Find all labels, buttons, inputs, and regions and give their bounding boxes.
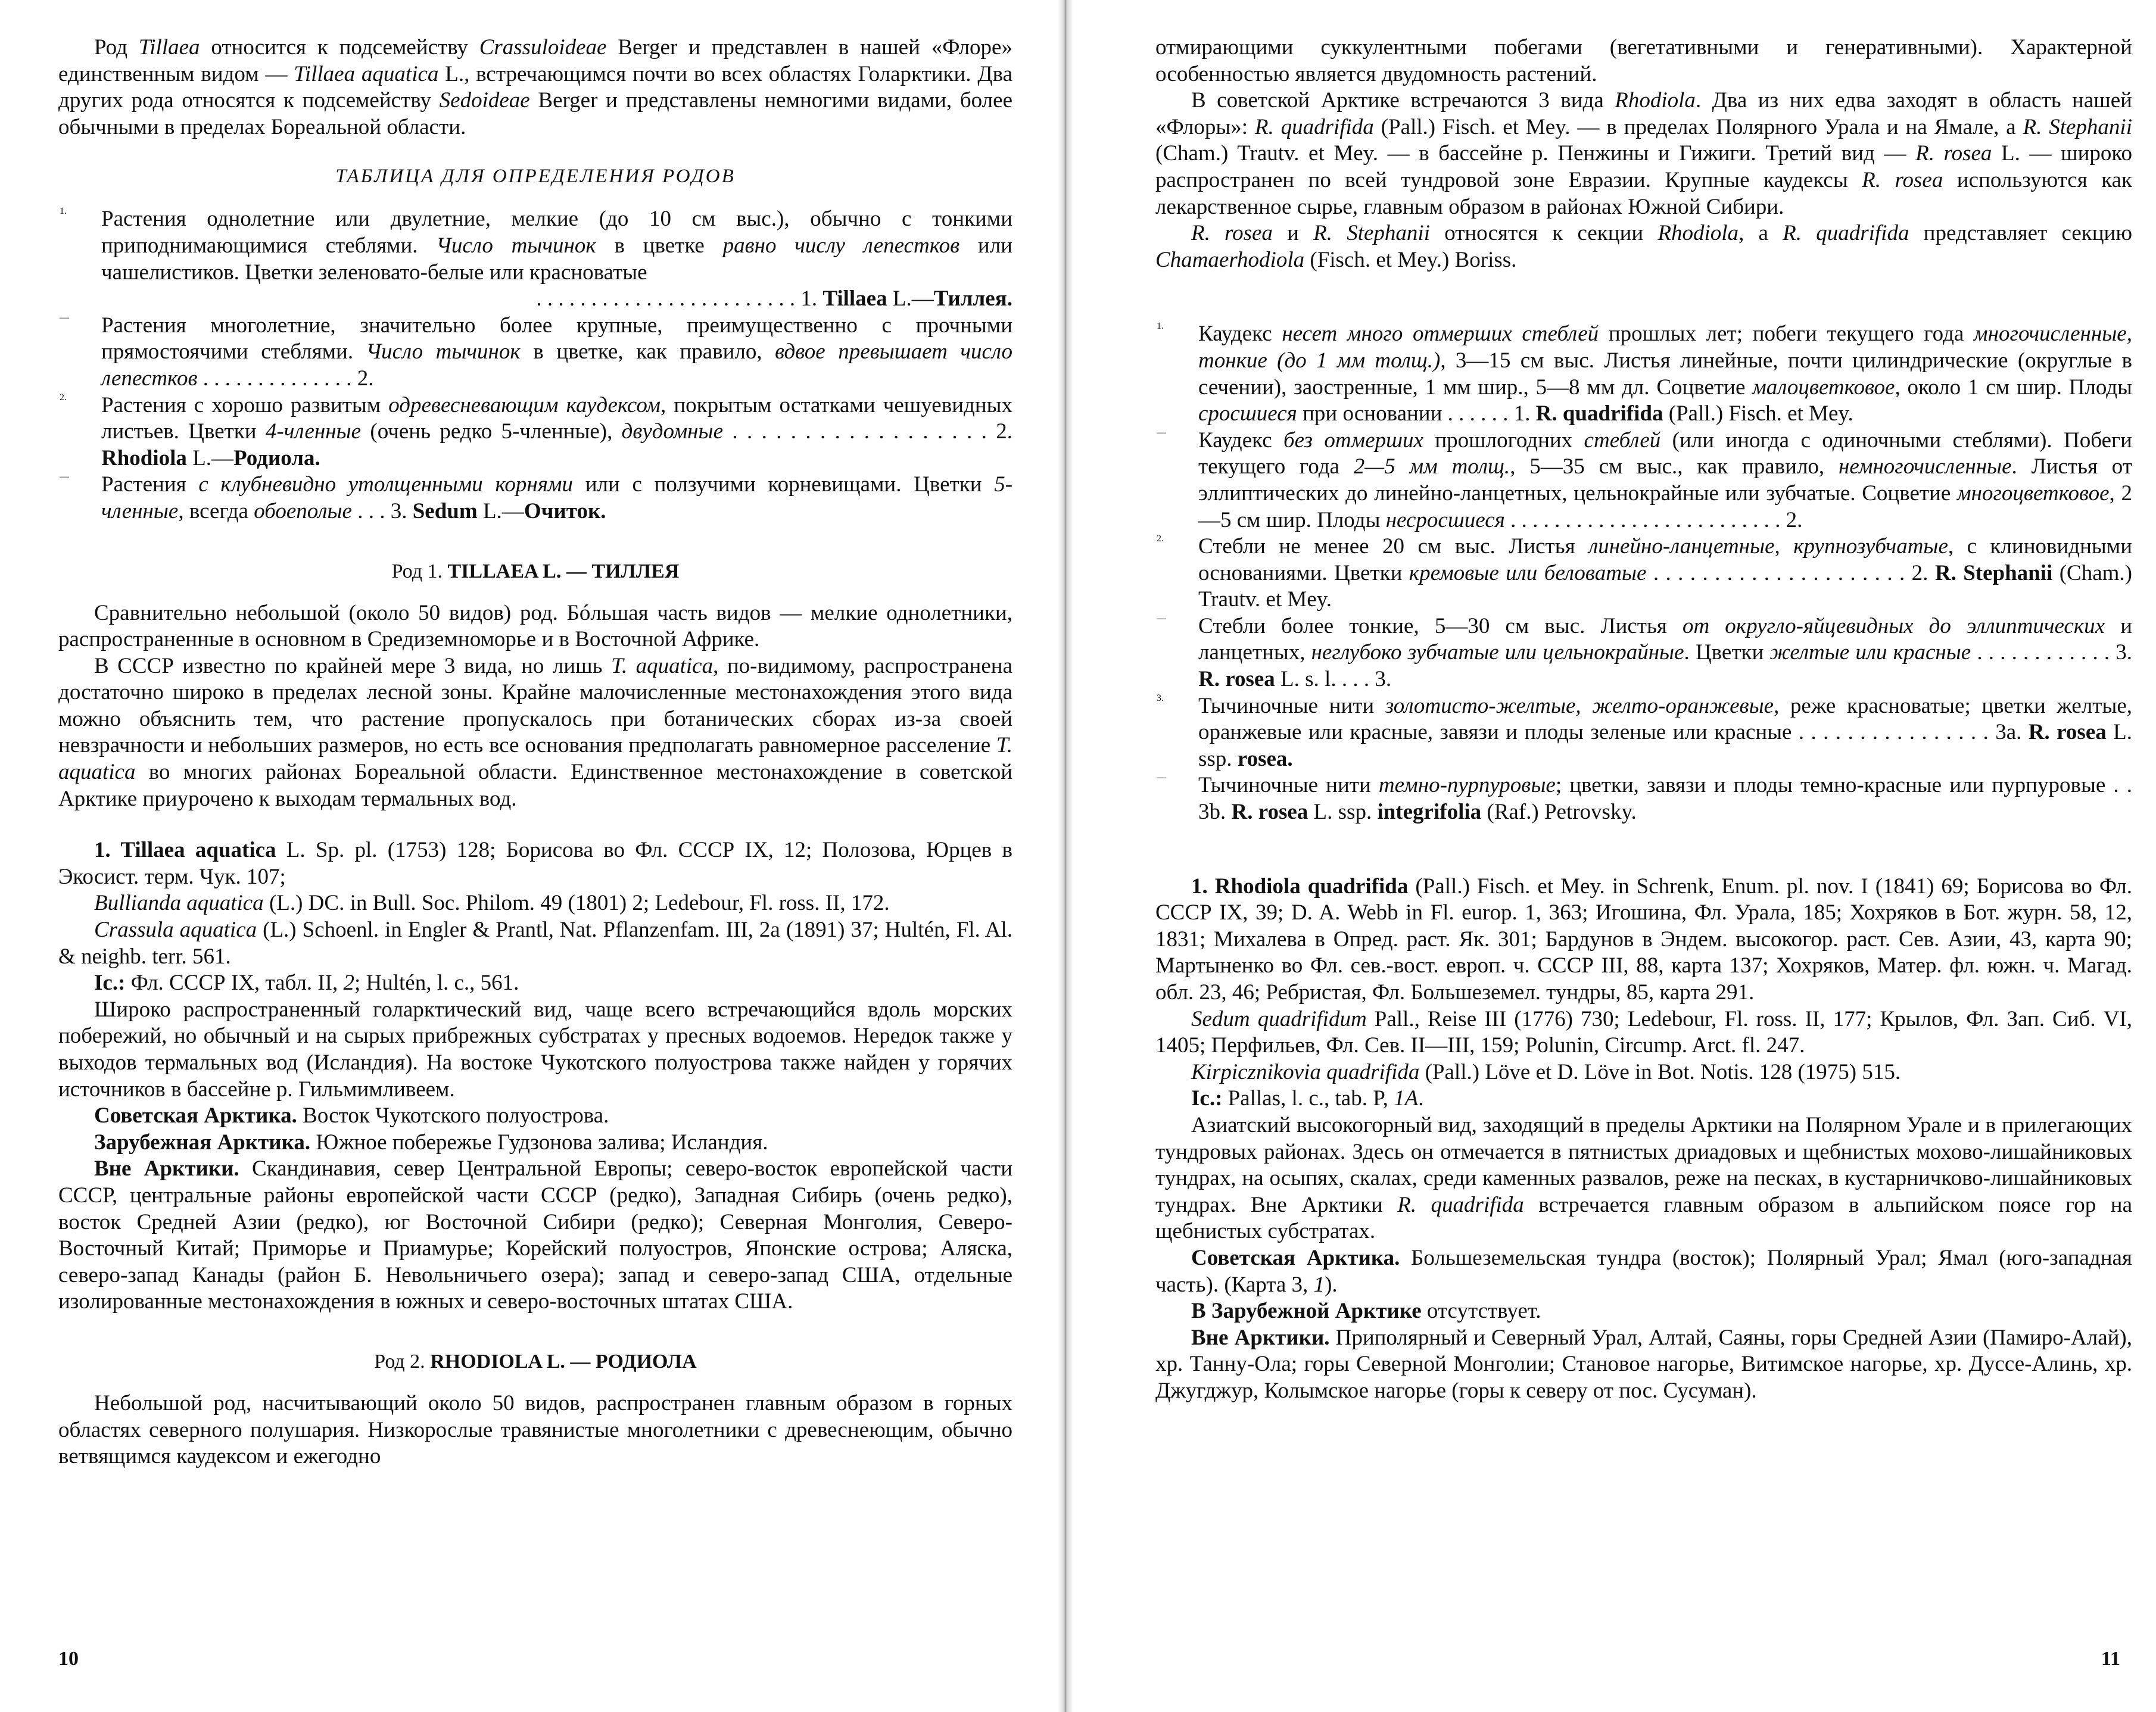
genus-paragraph: Сравнительно небольшой (около 50 видов) род. Бóльшая часть видов — мелкие однолетники, распространенные в основном в Средиземноморье и в Восточной Африке.: [58, 600, 1012, 652]
page-number: 11: [2101, 1648, 2120, 1670]
species-paragraph: Широко распространенный голарктический вид, чаще всего встречающийся вдоль морских побережий, но обычный и на сырых прибрежных субстратах у пресных водоемов. Нередок также у выходов термальных вод (Исландия). На востоке Чукотского полуострова также найден у горячих источников в бассейне р. Гильмимливеем.: [58, 997, 1012, 1102]
genus-heading-tillaea: Род 1. TILLAEA L. — ТИЛЛЕЯ: [391, 560, 680, 582]
key-mark: —: [1157, 427, 1166, 438]
left-page: [0, 0, 1048, 1712]
genus-paragraph: Небольшой род, насчитывающий около 50 видов, распространен главным образом в горных областях северного полушария. Низкорослые травянистые многолетники с древеснеющим, обычно ветвящимся каудексом и ежегодно: [58, 1390, 1012, 1469]
key-entry: [58, 472, 1012, 525]
key-text: Каудекс несет много отмерших стеблей прошлых лет; побеги текущего года многочисленные, тонкие (до 1 мм толщ.), 3—15 см выс. Листья линейные, почти цилиндрические (округлые в сечении), заостренные, 1 мм шир., 5—8 мм дл. Соцветие малоцветковое, около 1 см шир. Плоды сросшиеся при основании . . . . . . 1. R. quadrifida (Pall.) Fisch. et Mey.: [1198, 322, 2132, 426]
key-text: Каудекс без отмерших прошлогодних стеблей (или иногда с одиночными стеблями). Побеги текущего года 2—5 мм толщ., 5—35 см выс., как правило, немногочисленные. Листья от эллиптических до линейно-ланцетных, цельнокрайные или зубчатые. Соцветие многоцветковое, 2—5 см шир. Плоды несросшиеся . . . . . . . . . . . . . . . . . . . . . . . . . 2.: [1198, 428, 2132, 532]
species-paragraph: Вне Арктики. Скандинавия, север Центральной Европы; северо-восток европейской части СССР, центральные районы европейской части СССР (редко), Западная Сибирь (очень редко), восток Средней Азии (редко), юг Восточной Сибири (редко); Северная Монголия, Северо-Восточный Китай; Приморье и Приамурье; Корейский полуостров, Японские острова; Аляска, северо-запад Канады (район Б. Невольничьего озера); запад и северо-запад США, отдельные изолированные местонахождения в южных и северо-восточных штатах США.: [58, 1156, 1012, 1314]
key-mark: 2.: [60, 392, 67, 403]
key-entry: [58, 313, 1012, 392]
key-mark: 1.: [1157, 321, 1164, 332]
key-mark: 3.: [1157, 693, 1164, 703]
key-text: Растения многолетние, значительно более крупные, преимущественно с прочными прямостоячими стеблями. Число тычинок в цветке, как правило, вдвое превышает число лепестков . . . . . . . . . . . . . . 2.: [101, 313, 1013, 391]
species-paragraph: Зарубежная Арктика. Южное побережье Гудзонова залива; Исландия.: [94, 1130, 768, 1155]
key-mark: 1.: [60, 206, 67, 217]
key-entry: [58, 206, 1012, 312]
genus-key: [58, 206, 1012, 525]
key-entry: [1155, 772, 2132, 825]
genus-paragraph: В советской Арктике встречаются 3 вида Rhodiola. Два из них едва заходят в область нашей «Флоры»: R. quadrifida (Pall.) Fisch. et Mey. — в пределах Полярного Урала и на Ямале, а R. Stephanii (Cham.) Trautv. et Mey. — в бассейне р. Пенжины и Гижиги. Третий вид — R. rosea L. — широко распространен по всей тундровой зоне Евразии. Крупные каудексы R. rosea используются как лекарственное сырье, главным образом в районах Южной Сибири.: [1155, 88, 2133, 219]
species-paragraph: Sedum quadrifidum Pall., Reise III (1776) 730; Ledebour, Fl. ross. II, 177; Крылов, Фл. Зап. Сиб. VI, 1405; Перфильев, Фл. Сев. II—III, 159; Polunin, Circump. Arct. fl. 247.: [1155, 1006, 2132, 1058]
species-paragraph: Вне Арктики. Приполярный и Северный Урал, Алтай, Саяны, горы Средней Азии (Памиро-Алай), хр. Танну-Ола; горы Северной Монголии; Становое нагорье, Витимское нагорье, хр. Дуссе-Алинь, хр. Джугджур, Колымское нагорье (горы к северу от пос. Сусуман).: [1155, 1325, 2132, 1403]
key-text: Стебли более тонкие, 5—30 см выс. Листья от округло-яйцевидных до эллиптических и ланцетных, неглубоко зубчатые или цельнокрайные. Цветки желтые или красные . . . . . . . . . . . . 3. R. rosea L. s. l. . . . 3.: [1198, 613, 2133, 692]
key-text: Растения с клубневидно утолщенными корнями или с ползучими корневищами. Цветки 5-членные, всегда обоеполые . . . 3. Sedum L.—Очиток.: [101, 472, 1013, 523]
key-entry: [1155, 428, 2132, 534]
key-text: Растения с хорошо развитым одревесневающим каудексом, покрытым остатками чешуевидных листьев. Цветки 4-членные (очень редко 5-членные), двудомные . . . . . . . . . . . . . . . . . . 2. Rhodiola L.—Родиола.: [101, 392, 1012, 470]
continued-paragraph: отмирающими суккулентными побегами (вегетативными и генеративными). Характерной особенностью является двудомность растений.: [1155, 35, 2132, 86]
key-entry: [1155, 321, 2132, 427]
key-entry: [1155, 534, 2132, 613]
right-page: [1078, 0, 2156, 1712]
key-text: Тычиночные нити темно-пурпуровые; цветки, завязи и плоды темно-красные или пурпуровые . . 3b. R. rosea L. ssp. integrifolia (Raf.) Petrovsky.: [1198, 773, 2132, 825]
key-mark: —: [1157, 613, 1166, 623]
key-mark: —: [60, 472, 69, 482]
key-mark: 2.: [1157, 534, 1164, 544]
genus-heading-rhodiola: Род 2. RHODIOLA L. — РОДИОЛА: [374, 1350, 697, 1373]
genus-paragraph: R. rosea и R. Stephanii относятся к секции Rhodiola, а R. quadrifida представляет секцию Chamaerhodiola (Fisch. et Mey.) Boriss.: [1155, 221, 2132, 272]
intro-paragraph: Род Tillaea относится к подсемейству Crassuloideae Berger и представлен в нашей «Флоре» единственным видом — Tillaea aquatica L., встречающимся почти во всех областях Голарктики. Два других рода относятся к подсемейству Sedoideae Berger и представлены немногими видами, более обычными в пределах Бореальной области.: [58, 35, 1013, 139]
key-entry: [1155, 613, 2132, 693]
key-entry: [1155, 693, 2132, 773]
species-paragraph: Kirpicznikovia quadrifida (Pall.) Löve et D. Löve in Bot. Notis. 128 (1975) 515.: [1191, 1059, 1901, 1084]
book-gutter: [1058, 0, 1073, 1712]
species-paragraph: Советская Арктика. Большеземельская тундра (восток); Полярный Урал; Ямал (юго-западная часть). (Карта 3, 1).: [1155, 1245, 2132, 1297]
key-mark: —: [1157, 772, 1166, 783]
key-text: Растения однолетние или двулетние, мелкие (до 10 см выс.), обычно с тонкими приподнимающимися стеблями. Число тычинок в цветке равно числу лепестков или чашелистиков. Цветки зеленовато-белые или красноватые: [101, 207, 1012, 285]
species-paragraph: Ic.: Фл. СССР IX, табл. II, 2; Hultén, l. c., 561.: [94, 971, 519, 996]
species-paragraph: 1. Tillaea aquatica L. Sp. pl. (1753) 128; Борисова во Фл. СССР IX, 12; Полозова, Юрцев в Экосист. терм. Чук. 107;: [58, 838, 1012, 889]
key-result: . . . . . . . . . . . . . . . . . . . . . . . . 1. Tillaea L.—Тиллея.: [536, 286, 1012, 311]
key-mark: —: [60, 312, 69, 323]
key-heading: ТАБЛИЦА ДЛЯ ОПРЕДЕЛЕНИЯ РОДОВ: [335, 166, 736, 188]
species-paragraph: Bullianda aquatica (L.) DC. in Bull. Soc. Philom. 49 (1801) 2; Ledebour, Fl. ross. II, 172.: [94, 891, 890, 916]
species-paragraph: Советская Арктика. Восток Чукотского полуострова.: [94, 1103, 609, 1128]
page-number: 10: [58, 1648, 79, 1670]
species-paragraph: 1. Rhodiola quadrifida (Pall.) Fisch. et Mey. in Schrenk, Enum. pl. nov. I (1841) 69; Борисова во Фл. СССР IX, 39; D. A. Webb in Fl. europ. 1, 363; Игошина, Фл. Урала, 185; Хохряков в Бот. журн. 58, 12, 1831; Михалева в Опред. раст. Як. 301; Бардунов в Эндем. высокогор. раст. Сев. Азии, 43, карта 90; Мартыненко во Фл. сев.-вост. европ. ч. СССР III, 88, карта 137; Хохряков, Матер. фл. южн. ч. Магад. обл. 23, 46; Ребристая, Фл. Большеземел. тундры, 85, карта 291.: [1155, 874, 2132, 1005]
species-paragraph: Crassula aquatica (L.) Schoenl. in Engler & Prantl, Nat. Pflanzenfam. III, 2a (1891) 37; Hultén, Fl. Al. & neighb. terr. 561.: [58, 918, 1013, 969]
key-text: Тычиночные нити золотисто-желтые, желто-оранжевые, реже красноватые; цветки желтые, оранжевые или красные, завязи и плоды зеленые или красные . . . . . . . . . . . . . . . . 3а. R. rosea L. ssp. rosea.: [1198, 693, 2132, 771]
species-paragraph: В Зарубежной Арктике отсутствует.: [1191, 1299, 1541, 1324]
species-key: [1155, 321, 2132, 825]
species-paragraph: Азиатский высокогорный вид, заходящий в пределы Арктики на Полярном Урале и в прилегающих тундровых районах. Здесь он отмечается в пятнистых дриадовых и щебнистых мохово-лишайниковых тундрах, на осыпях, скалах, среди каменных развалов, реже на песках, в кустарничково-лишайниковых тундрах. Вне Арктики R. quadrifida встречается главным образом в альпийском поясе гор на щебнистых субстратах.: [1155, 1112, 2132, 1244]
genus-paragraph: В СССР известно по крайней мере 3 вида, но лишь T. aquatica, по-видимому, распространена достаточно широко в пределах лесной зоны. Крайне малочисленные местонахождения этого вида можно объяснить тем, что растение пропускалось при ботанических сборах из-за своей невзрачности и небольших размеров, но есть все основания предполагать равномерное расселение T. aquatica во многих районах Бореальной области. Единственное местонахождение в советской Арктике приурочено к выходам термальных вод.: [58, 653, 1012, 811]
species-paragraph: Ic.: Pallas, l. c., tab. P, 1A.: [1191, 1086, 1424, 1111]
key-entry: [58, 392, 1012, 472]
key-text: Стебли не менее 20 см выс. Листья линейно-ланцетные, крупнозубчатые, с клиновидными основаниями. Цветки кремовые или беловатые . . . . . . . . . . . . . . . . . . . . . 2. R. Stephanii (Cham.) Trautv. et Mey.: [1198, 534, 2133, 612]
